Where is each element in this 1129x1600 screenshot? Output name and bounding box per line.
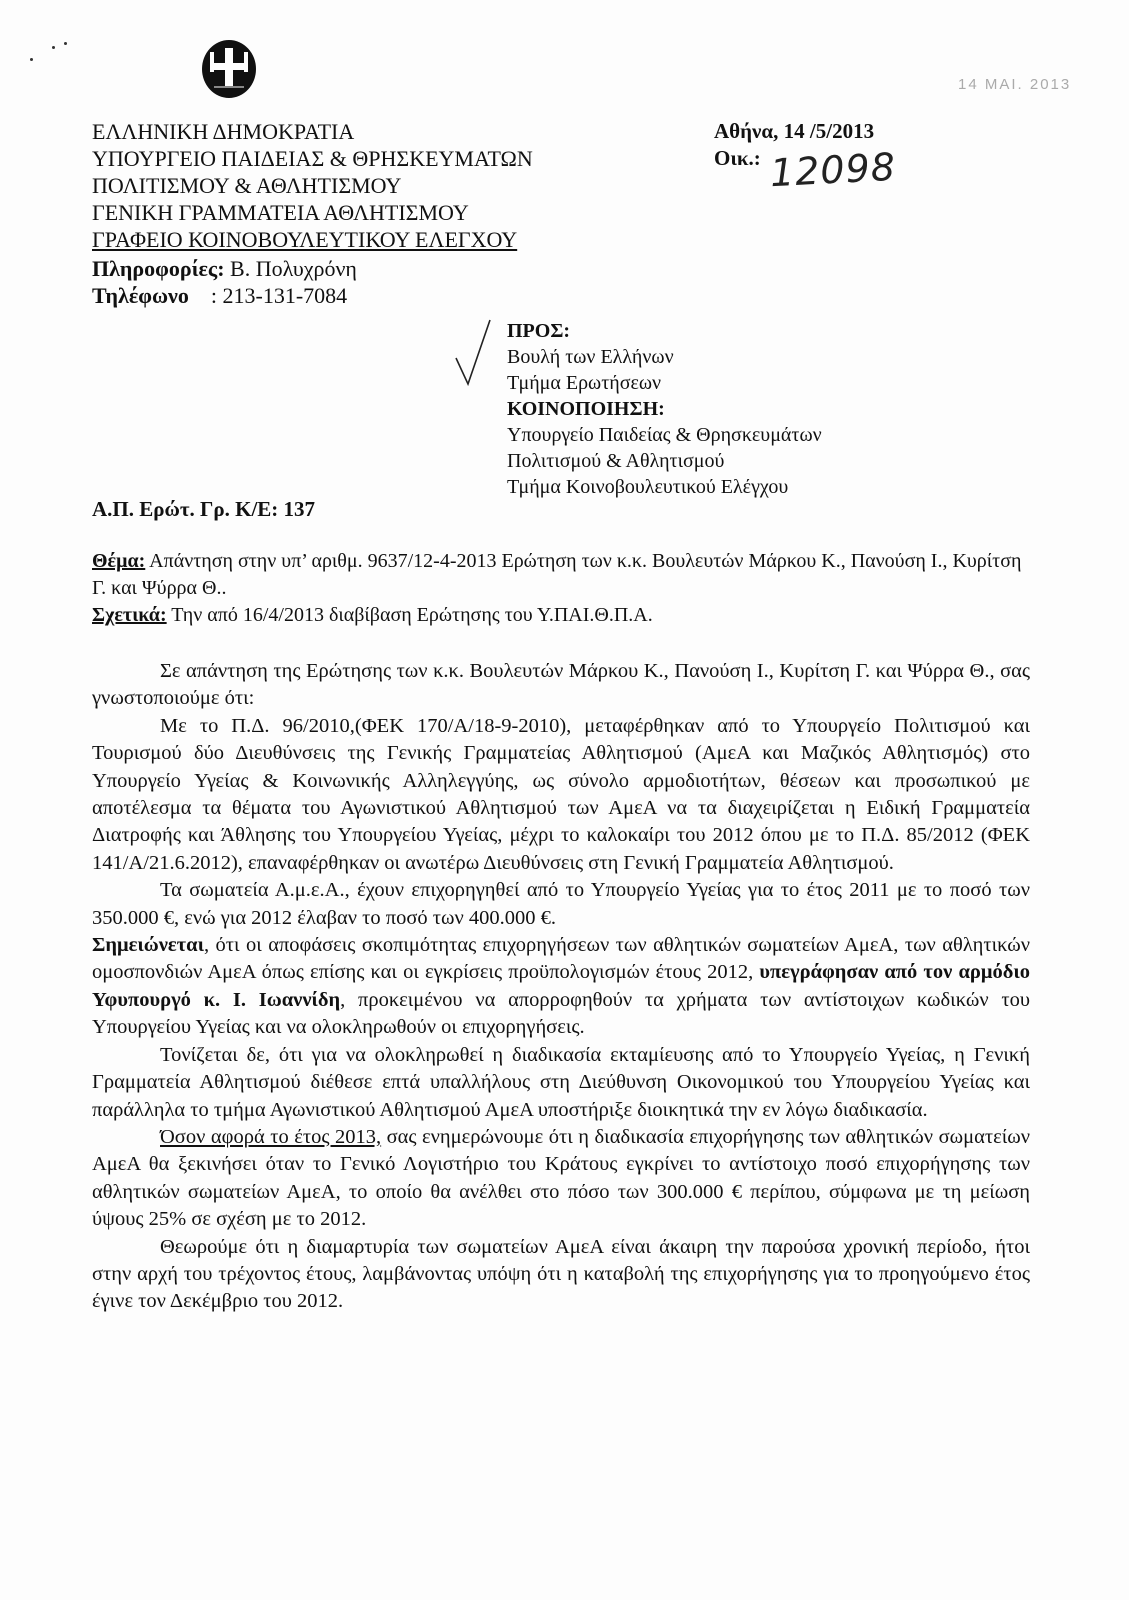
greek-coat-of-arms-icon <box>200 38 258 100</box>
body-text: , προκειμένου να απορροφηθούν τα χρήματα των αντίστοιχων κωδικών του Υπουργείου Υγείας και να ολοκληρωθούν οι επιχορηγήσεις. <box>92 988 1030 1039</box>
letterhead-office: ΓΡΑΦΕΙΟ ΚΟΙΝΟΒΟΥΛΕΥΤΙΚΟΥ ΕΛΕΓΧΟΥ <box>92 227 518 252</box>
info-label: Πληροφορίες: <box>92 256 225 281</box>
emphasis-text: υπεγράφησαν από τον αρμόδιο Υφυπουργό κ. Ι. Ιωαννίδη <box>92 961 1030 1011</box>
contact-info <box>92 255 533 282</box>
protocol-label: Οικ.: <box>714 146 761 170</box>
subject-text: Απάντηση στην υπ’ αριθμ. 9637/12-4-2013 Ερώτηση των κ.κ. Βουλευτών Μάρκου Κ., Πανούση Ι., Κυρίτση Γ. και Ψύρρα Θ.. <box>92 550 1022 599</box>
to-line: Βουλή των Ελλήνων <box>507 346 674 368</box>
subject-line <box>92 548 1022 602</box>
subject-block <box>92 548 1022 629</box>
phone-label: Τηλέφωνο <box>92 283 189 308</box>
related-line <box>92 602 1022 629</box>
to-line: Τμήμα Ερωτήσεων <box>507 372 662 394</box>
received-date-stamp: 14 ΜΑΙ. 2013 <box>958 76 1072 93</box>
scan-specks <box>30 40 70 70</box>
letterhead-line: ΠΟΛΙΤΙΣΜΟΥ & ΑΘΛΗΤΙΣΜΟΥ <box>92 173 402 198</box>
checkmark-icon <box>454 318 494 390</box>
body-paragraph: Τα σωματεία Α.μ.ε.Α., έχουν επιχορηγηθεί από το Υπουργείο Υγείας για το έτος 2011 με το ποσό των 350.000 €, ενώ για 2012 έλαβαν το ποσό των 400.000 €. <box>92 879 1030 929</box>
body-paragraph <box>92 932 1030 1042</box>
related-text: Την από 16/4/2013 διαβίβαση Ερώτησης του Υ.ΠΑΙ.Θ.Π.Α. <box>171 604 653 626</box>
related-label: Σχετικά: <box>92 604 167 626</box>
info-value: Β. Πολυχρόνη <box>230 256 357 281</box>
phone-info <box>92 282 533 309</box>
body-paragraph: Τονίζεται δε, ότι για να ολοκληρωθεί η διαδικασία εκταμίευσης από το Υπουργείο Υγείας, η Γενική Γραμματεία Αθλητισμού διέθεσε επτά υπαλλήλους στη Διεύθυνση Οικονομικού του Υπουργείου Υγείας και παράλληλα το τμήμα Αγωνιστικού Αθλητισμού ΑμεΑ υποστήριξε διοικητικά την εν λόγω διαδικασία. <box>92 1043 1030 1121</box>
body-text: , ότι οι αποφάσεις σκοπιμότητας επιχορηγήσεων των αθλητικών σωματείων ΑμεΑ, των αθλητικών ομοσπονδιών ΑμεΑ όπως επίσης και οι εγκρίσεις προϋπολογισμών έτους 2012, <box>92 934 1030 984</box>
cc-line: Υπουργείο Παιδείας & Θρησκευμάτων <box>507 424 822 446</box>
body-paragraph: Με το Π.Δ. 96/2010,(ΦΕΚ 170/Α/18-9-2010), μεταφέρθηκαν από το Υπουργείο Πολιτισμού και Τουρισμού δύο Διευθύνσεις της Γενικής Γραμματείας Αθλητισμού (ΑμεΑ και Μαζικός Αθλητισμός) στο Υπουργείο Υγείας & Κοινωνικής Αλληλεγγύης, ως σύνολο αρμοδιοτήτων, θέσεων και προσωπικού με αποτέλεσμα τα θέματα του Αγωνιστικού Αθλητισμού των ΑμεΑ να τα διαχειρίζεται η Ειδική Γραμματεία Διατροφής και Άθλησης του Υπουργείου Υγείας, μέχρι το καλοκαίρι του 2012 όπου με το Π.Δ. 85/2012 (ΦΕΚ 141/Α/21.6.2012), επαναφέρθηκαν οι ανωτέρω Διευθύνσεις στη Γενική Γραμματεία Αθλητισμού. <box>92 714 1030 874</box>
body-text: σας ενημερώνουμε ότι η διαδικασία επιχορήγησης των αθλητικών σωματείων ΑμεΑ θα ξεκινήσει όταν το Γενικό Λογιστήριο του Κράτους εγκρίνει το αντίστοιχο ποσό επιχορήγησης των αθλητικών σωματείων ΑμεΑ, το οποίο θα ανέλθει στο πόσο των 300.000 € περίπου, σύμφωνα με τη μείωση ύψους 25% σε σχέση με το 2012. <box>92 1125 1030 1231</box>
letterhead-line: ΓΕΝΙΚΗ ΓΡΑΜΜΑΤΕΙΑ ΑΘΛΗΤΙΣΜΟΥ <box>92 200 469 225</box>
handwritten-protocol-number: 12098 <box>768 144 897 196</box>
recipients-block <box>507 318 822 500</box>
letter-body <box>92 658 1030 1316</box>
body-paragraph <box>92 1124 1030 1234</box>
phone-value: 213-131-7084 <box>222 283 348 308</box>
body-paragraph: Θεωρούμε ότι η διαμαρτυρία των σωματείων ΑμεΑ είναι άκαιρη την παρούσα χρονική περίοδο, ήτοι στην αρχή του τρέχοντος έτους, λαμβάνοντας υπόψη ότι η καταβολή της επιχορήγησης για το προηγούμενο έτος έγινε τον Δεκέμβριο του 2012. <box>92 1235 1030 1313</box>
letterhead-line: ΕΛΛΗΝΙΚΗ ΔΗΜΟΚΡΑΤΙΑ <box>92 119 355 144</box>
subject-label: Θέμα: <box>92 550 146 572</box>
phone-sep: : <box>210 283 217 308</box>
letter-date: Αθήνα, 14 /5/2013 <box>714 119 875 143</box>
cc-label: ΚΟΙΝΟΠΟΙΗΣΗ: <box>507 398 665 420</box>
underlined-text: Όσον αφορά το έτος 2013, <box>160 1125 382 1148</box>
question-reference: Α.Π. Ερώτ. Γρ. Κ/Ε: 137 <box>92 497 316 521</box>
cc-line: Τμήμα Κοινοβουλευτικού Ελέγχου <box>507 476 789 498</box>
letterhead <box>92 118 533 309</box>
body-paragraph: Σε απάντηση της Ερώτησης των κ.κ. Βουλευτών Μάρκου Κ., Πανούση Ι., Κυρίτση Γ. και Ψύρρα Θ., σας γνωστοποιούμε ότι: <box>92 660 1030 710</box>
cc-line: Πολιτισμού & Αθλητισμού <box>507 450 725 472</box>
letterhead-line: ΥΠΟΥΡΓΕΙΟ ΠΑΙΔΕΙΑΣ & ΘΡΗΣΚΕΥΜΑΤΩΝ <box>92 146 533 171</box>
emphasis-text: Σημειώνεται <box>92 934 204 957</box>
to-label: ΠΡΟΣ: <box>507 320 571 342</box>
